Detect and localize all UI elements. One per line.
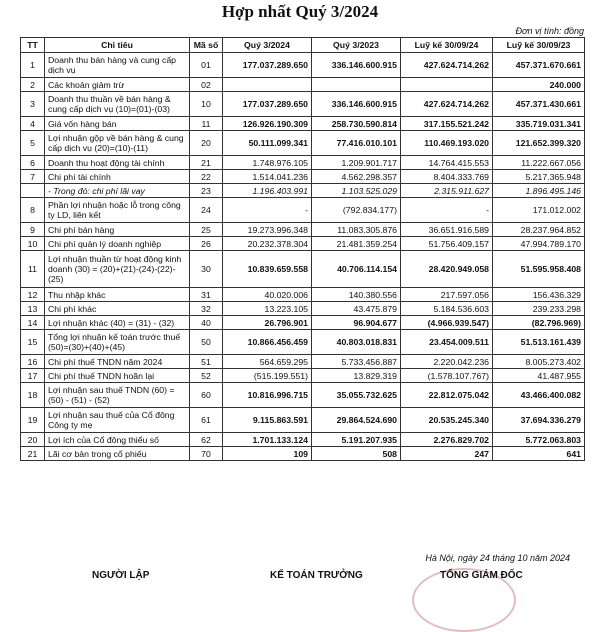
value-q3-2024: 1.196.403.991 <box>223 184 312 198</box>
row-code: 60 <box>190 383 223 408</box>
row-number: 11 <box>21 251 45 288</box>
value-ytd-2024: 217.597.056 <box>401 288 493 302</box>
row-number <box>21 184 45 198</box>
header-tt: TT <box>21 38 45 53</box>
value-q3-2023: 5.733.456.887 <box>312 355 401 369</box>
value-q3-2023: 336.146.600.915 <box>312 53 401 78</box>
value-q3-2023: 43.475.879 <box>312 302 401 316</box>
value-ytd-2024: 51.756.409.157 <box>401 237 493 251</box>
value-q3-2023: 21.481.359.254 <box>312 237 401 251</box>
value-ytd-2024: (4.966.939.547) <box>401 316 493 330</box>
value-q3-2023: 140.380.556 <box>312 288 401 302</box>
row-code: 26 <box>190 237 223 251</box>
row-number: 7 <box>21 170 45 184</box>
value-ytd-2024: 8.404.333.769 <box>401 170 493 184</box>
table-row <box>21 355 585 369</box>
value-q3-2023: 11.083.305.876 <box>312 223 401 237</box>
value-ytd-2023: 171.012.002 <box>493 198 585 223</box>
value-q3-2024: - <box>223 198 312 223</box>
value-ytd-2023: (82.796.969) <box>493 316 585 330</box>
row-code: 70 <box>190 447 223 461</box>
table-row <box>21 170 585 184</box>
row-label: Lợi nhuận khác (40) = (31) - (32) <box>45 316 190 330</box>
value-ytd-2024: 5.184.536.603 <box>401 302 493 316</box>
value-q3-2024: 1.701.133.124 <box>223 433 312 447</box>
signature-preparer: NGƯỜI LẬP <box>92 570 150 581</box>
value-ytd-2024: (1.578.107.767) <box>401 369 493 383</box>
income-statement-table <box>20 37 585 461</box>
value-ytd-2024: - <box>401 198 493 223</box>
header-ytd-2024: Luỹ kế 30/09/24 <box>401 38 493 53</box>
row-label: Lợi nhuận sau thuế của Cổ đông Công ty mẹ <box>45 408 190 433</box>
report-title: Hợp nhất Quý 3/2024 <box>221 2 379 21</box>
row-code: 01 <box>190 53 223 78</box>
row-number: 3 <box>21 92 45 117</box>
value-q3-2023: 1.103.525.029 <box>312 184 401 198</box>
row-number: 2 <box>21 78 45 92</box>
value-q3-2023: 336.146.600.915 <box>312 92 401 117</box>
value-q3-2023: (792.834.177) <box>312 198 401 223</box>
value-ytd-2024: 36.651.916.589 <box>401 223 493 237</box>
value-q3-2024: 50.111.099.341 <box>223 131 312 156</box>
value-ytd-2024: 28.420.949.058 <box>401 251 493 288</box>
value-q3-2024: 40.020.006 <box>223 288 312 302</box>
value-ytd-2023: 5.772.063.803 <box>493 433 585 447</box>
header-item: Chỉ tiêu <box>45 38 190 53</box>
row-code: 11 <box>190 117 223 131</box>
value-ytd-2023: 5.217.365.948 <box>493 170 585 184</box>
table-row <box>21 223 585 237</box>
table-row <box>21 408 585 433</box>
value-q3-2023: 5.191.207.935 <box>312 433 401 447</box>
row-label: Lợi nhuận thuần từ hoạt động kinh doanh (30) = (20)+(21)-(24)-(22)-(25) <box>45 251 190 288</box>
row-number: 17 <box>21 369 45 383</box>
header-code: Mã số <box>190 38 223 53</box>
table-row <box>21 184 585 198</box>
row-number: 10 <box>21 237 45 251</box>
row-label: - Trong đó: chi phí lãi vay <box>45 184 190 198</box>
table-row <box>21 316 585 330</box>
row-label: Giá vốn hàng bán <box>45 117 190 131</box>
table-row <box>21 92 585 117</box>
row-label: Lợi ích của Cổ đông thiểu số <box>45 433 190 447</box>
row-code: 25 <box>190 223 223 237</box>
value-ytd-2024: 2.276.829.702 <box>401 433 493 447</box>
table-row <box>21 53 585 78</box>
row-code: 02 <box>190 78 223 92</box>
value-ytd-2023: 240.000 <box>493 78 585 92</box>
value-ytd-2023: 43.466.400.082 <box>493 383 585 408</box>
value-q3-2024: 10.816.996.715 <box>223 383 312 408</box>
row-code: 31 <box>190 288 223 302</box>
currency-unit: Đơn vị tính: đồng <box>515 26 584 36</box>
row-label: Lợi nhuận sau thuế TNDN (60) = (50) - (51) - (52) <box>45 383 190 408</box>
value-ytd-2024: 427.624.714.262 <box>401 53 493 78</box>
table-row <box>21 433 585 447</box>
value-ytd-2023: 11.222.667.056 <box>493 156 585 170</box>
row-label: Các khoản giảm trừ <box>45 78 190 92</box>
row-number: 14 <box>21 316 45 330</box>
value-ytd-2023: 8.005.273.402 <box>493 355 585 369</box>
value-q3-2024: (515.199.551) <box>223 369 312 383</box>
row-label: Doanh thu thuần về bán hàng & cung cấp dịch vụ (10)=(01)-(03) <box>45 92 190 117</box>
row-label: Chi phí thuế TNDN năm 2024 <box>45 355 190 369</box>
row-number: 19 <box>21 408 45 433</box>
value-q3-2023: 4.562.298.357 <box>312 170 401 184</box>
row-code: 30 <box>190 251 223 288</box>
value-ytd-2024: 20.535.245.340 <box>401 408 493 433</box>
date-line: Hà Nội, ngày 24 tháng 10 năm 2024 <box>425 553 570 563</box>
row-number: 5 <box>21 131 45 156</box>
value-ytd-2023: 51.595.958.408 <box>493 251 585 288</box>
row-code: 10 <box>190 92 223 117</box>
row-code: 24 <box>190 198 223 223</box>
table-row <box>21 237 585 251</box>
table-row <box>21 78 585 92</box>
row-code: 22 <box>190 170 223 184</box>
row-label: Doanh thu hoạt động tài chính <box>45 156 190 170</box>
row-number: 8 <box>21 198 45 223</box>
table-row <box>21 383 585 408</box>
row-number: 18 <box>21 383 45 408</box>
row-number: 20 <box>21 433 45 447</box>
row-number: 15 <box>21 330 45 355</box>
table-row <box>21 117 585 131</box>
row-label: Chi phí tài chính <box>45 170 190 184</box>
value-q3-2024: 10.866.456.459 <box>223 330 312 355</box>
value-ytd-2024 <box>401 78 493 92</box>
value-q3-2023: 29.864.524.690 <box>312 408 401 433</box>
value-q3-2023: 13.829.319 <box>312 369 401 383</box>
row-label: Doanh thu bán hàng và cung cấp dịch vụ <box>45 53 190 78</box>
row-number: 12 <box>21 288 45 302</box>
value-q3-2024: 1.748.976.105 <box>223 156 312 170</box>
row-number: 9 <box>21 223 45 237</box>
row-number: 13 <box>21 302 45 316</box>
value-ytd-2024: 427.624.714.262 <box>401 92 493 117</box>
value-q3-2024: 177.037.289.650 <box>223 92 312 117</box>
value-ytd-2024: 23.454.009.511 <box>401 330 493 355</box>
value-q3-2023: 96.904.677 <box>312 316 401 330</box>
row-number: 6 <box>21 156 45 170</box>
value-q3-2023: 1.209.901.717 <box>312 156 401 170</box>
value-ytd-2023: 457.371.430.661 <box>493 92 585 117</box>
row-label: Phần lợi nhuận hoặc lỗ trong công ty LD, liên kết <box>45 198 190 223</box>
value-ytd-2024: 317.155.521.242 <box>401 117 493 131</box>
value-q3-2023: 508 <box>312 447 401 461</box>
value-ytd-2023: 37.694.336.279 <box>493 408 585 433</box>
header-q3-2023: Quý 3/2023 <box>312 38 401 53</box>
value-q3-2024: 9.115.863.591 <box>223 408 312 433</box>
row-label: Chi phí thuế TNDN hoãn lại <box>45 369 190 383</box>
signature-general-director: TỔNG GIÁM ĐỐC <box>440 570 523 581</box>
table-row <box>21 447 585 461</box>
value-q3-2024: 13.223.105 <box>223 302 312 316</box>
value-q3-2024: 20.232.378.304 <box>223 237 312 251</box>
value-ytd-2023: 47.994.789.170 <box>493 237 585 251</box>
value-q3-2024: 19.273.996.348 <box>223 223 312 237</box>
row-code: 52 <box>190 369 223 383</box>
value-q3-2024: 564.659.295 <box>223 355 312 369</box>
row-code: 32 <box>190 302 223 316</box>
header-ytd-2023: Luỹ kế 30/09/23 <box>493 38 585 53</box>
row-label: Thu nhập khác <box>45 288 190 302</box>
value-q3-2024: 26.796.901 <box>223 316 312 330</box>
table-row <box>21 302 585 316</box>
table-row <box>21 369 585 383</box>
row-number: 21 <box>21 447 45 461</box>
table-row <box>21 131 585 156</box>
table-row <box>21 251 585 288</box>
value-ytd-2023: 641 <box>493 447 585 461</box>
value-ytd-2023: 51.513.161.439 <box>493 330 585 355</box>
value-q3-2024: 1.514.041.236 <box>223 170 312 184</box>
value-q3-2023: 40.706.114.154 <box>312 251 401 288</box>
row-label: Chi phí quản lý doanh nghiệp <box>45 237 190 251</box>
value-q3-2024: 10.839.659.558 <box>223 251 312 288</box>
signature-chief-accountant: KẾ TOÁN TRƯỞNG <box>270 570 363 581</box>
table-row <box>21 330 585 355</box>
row-number: 1 <box>21 53 45 78</box>
value-q3-2023: 258.730.590.814 <box>312 117 401 131</box>
row-code: 50 <box>190 330 223 355</box>
table-row <box>21 156 585 170</box>
value-q3-2023: 35.055.732.625 <box>312 383 401 408</box>
value-ytd-2023: 239.233.298 <box>493 302 585 316</box>
value-ytd-2024: 2.220.042.236 <box>401 355 493 369</box>
row-code: 61 <box>190 408 223 433</box>
value-q3-2024: 177.037.289.650 <box>223 53 312 78</box>
row-label: Chi phí khác <box>45 302 190 316</box>
row-label: Lãi cơ bản trong cổ phiếu <box>45 447 190 461</box>
value-ytd-2023: 335.719.031.341 <box>493 117 585 131</box>
table-row <box>21 198 585 223</box>
row-code: 62 <box>190 433 223 447</box>
value-ytd-2023: 156.436.329 <box>493 288 585 302</box>
row-label: Tổng lợi nhuận kế toán trước thuế (50)=(30)+(40)+(45) <box>45 330 190 355</box>
value-q3-2024: 109 <box>223 447 312 461</box>
row-label: Chi phí bán hàng <box>45 223 190 237</box>
row-code: 20 <box>190 131 223 156</box>
value-ytd-2024: 110.469.193.020 <box>401 131 493 156</box>
value-q3-2023 <box>312 78 401 92</box>
value-ytd-2024: 22.812.075.042 <box>401 383 493 408</box>
value-ytd-2024: 2.315.911.627 <box>401 184 493 198</box>
table-header-row <box>21 38 585 53</box>
value-ytd-2023: 457.371.670.661 <box>493 53 585 78</box>
value-ytd-2023: 41.487.955 <box>493 369 585 383</box>
row-label: Lợi nhuận gộp về bán hàng & cung cấp dịch vụ (20)=(10)-(11) <box>45 131 190 156</box>
value-ytd-2024: 247 <box>401 447 493 461</box>
row-number: 4 <box>21 117 45 131</box>
value-q3-2024 <box>223 78 312 92</box>
value-q3-2024: 126.926.190.309 <box>223 117 312 131</box>
value-q3-2023: 77.416.010.101 <box>312 131 401 156</box>
value-ytd-2023: 1.896.495.146 <box>493 184 585 198</box>
value-ytd-2023: 28.237.964.852 <box>493 223 585 237</box>
row-number: 16 <box>21 355 45 369</box>
row-code: 23 <box>190 184 223 198</box>
value-ytd-2024: 14.764.415.553 <box>401 156 493 170</box>
row-code: 40 <box>190 316 223 330</box>
value-ytd-2023: 121.652.399.320 <box>493 131 585 156</box>
header-q3-2024: Quý 3/2024 <box>223 38 312 53</box>
table-row <box>21 288 585 302</box>
row-code: 21 <box>190 156 223 170</box>
row-code: 51 <box>190 355 223 369</box>
value-q3-2023: 40.803.018.831 <box>312 330 401 355</box>
